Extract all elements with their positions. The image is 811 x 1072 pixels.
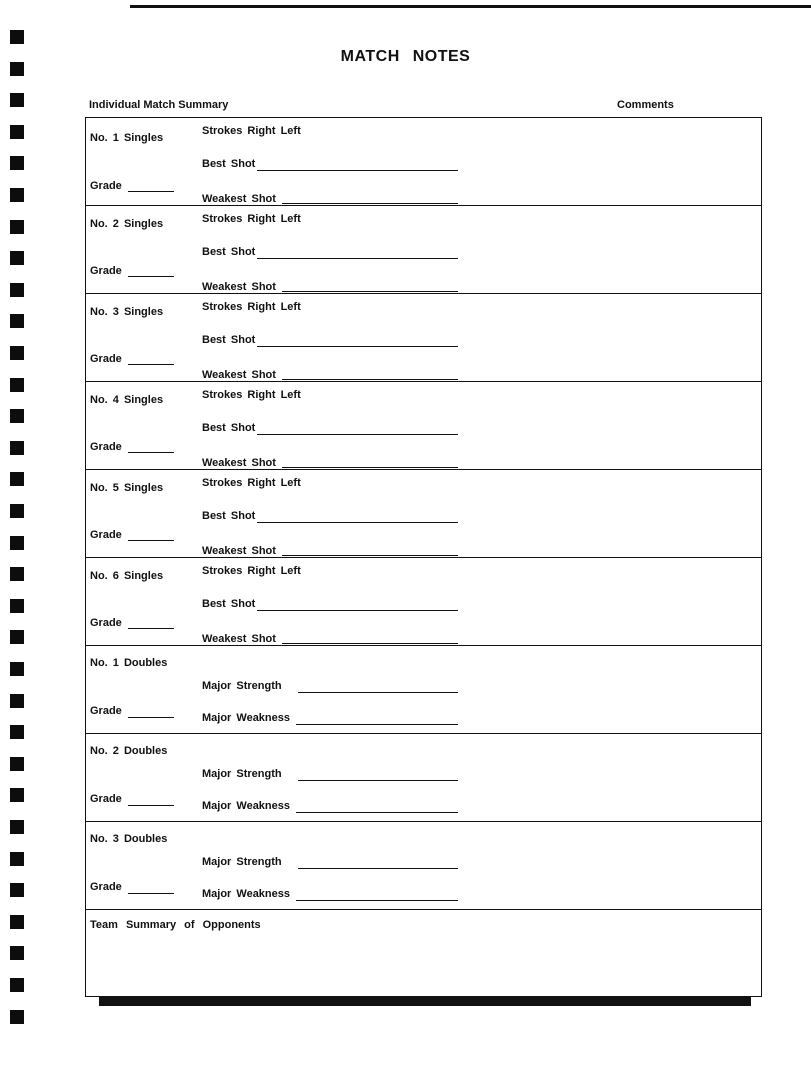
grade-label: Grade <box>90 617 122 629</box>
punch-hole <box>10 630 24 644</box>
punch-hole <box>10 946 24 960</box>
punch-hole <box>10 757 24 771</box>
grade-label: Grade <box>90 180 122 192</box>
grade-field[interactable] <box>128 364 174 365</box>
punch-hole <box>10 251 24 265</box>
match-summary-form <box>85 117 762 997</box>
team-summary-label: Team Summary of Opponents <box>90 919 261 931</box>
grade-field[interactable] <box>128 276 174 277</box>
punch-hole <box>10 694 24 708</box>
weakest-shot-label: Weakest Shot <box>202 457 276 469</box>
major-weakness-field[interactable] <box>296 812 458 813</box>
grade-field[interactable] <box>128 893 174 894</box>
punch-hole <box>10 662 24 676</box>
section-name: No. 3 Doubles <box>90 833 168 845</box>
grade-label: Grade <box>90 265 122 277</box>
section-name: No. 1 Singles <box>90 132 164 144</box>
section-name: No. 5 Singles <box>90 482 164 494</box>
weakest-shot-label: Weakest Shot <box>202 193 276 205</box>
individual-match-summary-label: Individual Match Summary <box>89 99 229 111</box>
punch-hole <box>10 156 24 170</box>
weakest-shot-field[interactable] <box>282 555 458 556</box>
grade-label: Grade <box>90 353 122 365</box>
punch-hole <box>10 188 24 202</box>
major-strength-label: Major Strength <box>202 768 282 780</box>
singles-section-4 <box>86 382 761 470</box>
doubles-section-1 <box>86 646 761 734</box>
punch-hole <box>10 409 24 423</box>
doubles-section-3 <box>86 822 761 910</box>
grade-label: Grade <box>90 881 122 893</box>
section-name: No. 4 Singles <box>90 394 164 406</box>
weakest-shot-label: Weakest Shot <box>202 369 276 381</box>
comments-label: Comments <box>617 99 674 111</box>
weakest-shot-field[interactable] <box>282 203 458 204</box>
major-strength-field[interactable] <box>298 868 458 869</box>
major-strength-label: Major Strength <box>202 680 282 692</box>
punch-hole <box>10 220 24 234</box>
punch-hole-strip <box>10 30 24 1050</box>
major-weakness-field[interactable] <box>296 724 458 725</box>
best-shot-label: Best Shot <box>202 334 256 346</box>
page-title: MATCH NOTES <box>340 48 471 65</box>
major-strength-field[interactable] <box>298 692 458 693</box>
section-name: No. 2 Doubles <box>90 745 168 757</box>
best-shot-field[interactable] <box>257 522 458 523</box>
major-strength-label: Major Strength <box>202 856 282 868</box>
best-shot-field[interactable] <box>257 170 458 171</box>
punch-hole <box>10 915 24 929</box>
punch-hole <box>10 93 24 107</box>
singles-section-6 <box>86 558 761 646</box>
punch-hole <box>10 852 24 866</box>
best-shot-label: Best Shot <box>202 158 256 170</box>
singles-section-3 <box>86 294 761 382</box>
grade-label: Grade <box>90 529 122 541</box>
grade-field[interactable] <box>128 628 174 629</box>
major-weakness-field[interactable] <box>296 900 458 901</box>
punch-hole <box>10 536 24 550</box>
grade-field[interactable] <box>128 540 174 541</box>
section-name: No. 6 Singles <box>90 570 164 582</box>
best-shot-label: Best Shot <box>202 598 256 610</box>
punch-hole <box>10 883 24 897</box>
punch-hole <box>10 567 24 581</box>
punch-hole <box>10 599 24 613</box>
weakest-shot-field[interactable] <box>282 643 458 644</box>
grade-field[interactable] <box>128 805 174 806</box>
punch-hole <box>10 978 24 992</box>
top-rule <box>130 5 811 8</box>
major-strength-field[interactable] <box>298 780 458 781</box>
strokes-label: Strokes Right Left <box>202 301 301 313</box>
major-weakness-label: Major Weakness <box>202 888 291 900</box>
best-shot-field[interactable] <box>257 610 458 611</box>
weakest-shot-label: Weakest Shot <box>202 633 276 645</box>
best-shot-label: Best Shot <box>202 422 256 434</box>
punch-hole <box>10 125 24 139</box>
weakest-shot-label: Weakest Shot <box>202 545 276 557</box>
major-weakness-label: Major Weakness <box>202 800 291 812</box>
section-name: No. 2 Singles <box>90 218 164 230</box>
best-shot-label: Best Shot <box>202 246 256 258</box>
weakest-shot-field[interactable] <box>282 291 458 292</box>
punch-hole <box>10 346 24 360</box>
punch-hole <box>10 378 24 392</box>
singles-section-5 <box>86 470 761 558</box>
best-shot-field[interactable] <box>257 346 458 347</box>
punch-hole <box>10 788 24 802</box>
grade-field[interactable] <box>128 191 174 192</box>
strokes-label: Strokes Right Left <box>202 389 301 401</box>
section-name: No. 3 Singles <box>90 306 164 318</box>
best-shot-field[interactable] <box>257 434 458 435</box>
best-shot-label: Best Shot <box>202 510 256 522</box>
section-name: No. 1 Doubles <box>90 657 168 669</box>
strokes-label: Strokes Right Left <box>202 125 301 137</box>
strokes-label: Strokes Right Left <box>202 213 301 225</box>
best-shot-field[interactable] <box>257 258 458 259</box>
punch-hole <box>10 725 24 739</box>
team-summary-section[interactable] <box>86 910 761 996</box>
punch-hole <box>10 1010 24 1024</box>
weakest-shot-field[interactable] <box>282 467 458 468</box>
grade-label: Grade <box>90 793 122 805</box>
punch-hole <box>10 472 24 486</box>
weakest-shot-field[interactable] <box>282 379 458 380</box>
punch-hole <box>10 314 24 328</box>
grade-field[interactable] <box>128 452 174 453</box>
punch-hole <box>10 283 24 297</box>
punch-hole <box>10 820 24 834</box>
singles-section-2 <box>86 206 761 294</box>
bottom-bar <box>99 997 751 1006</box>
grade-label: Grade <box>90 705 122 717</box>
major-weakness-label: Major Weakness <box>202 712 291 724</box>
punch-hole <box>10 441 24 455</box>
singles-section-1 <box>86 118 761 206</box>
strokes-label: Strokes Right Left <box>202 565 301 577</box>
doubles-section-2 <box>86 734 761 822</box>
grade-label: Grade <box>90 441 122 453</box>
punch-hole <box>10 30 24 44</box>
grade-field[interactable] <box>128 717 174 718</box>
weakest-shot-label: Weakest Shot <box>202 281 276 293</box>
punch-hole <box>10 504 24 518</box>
strokes-label: Strokes Right Left <box>202 477 301 489</box>
